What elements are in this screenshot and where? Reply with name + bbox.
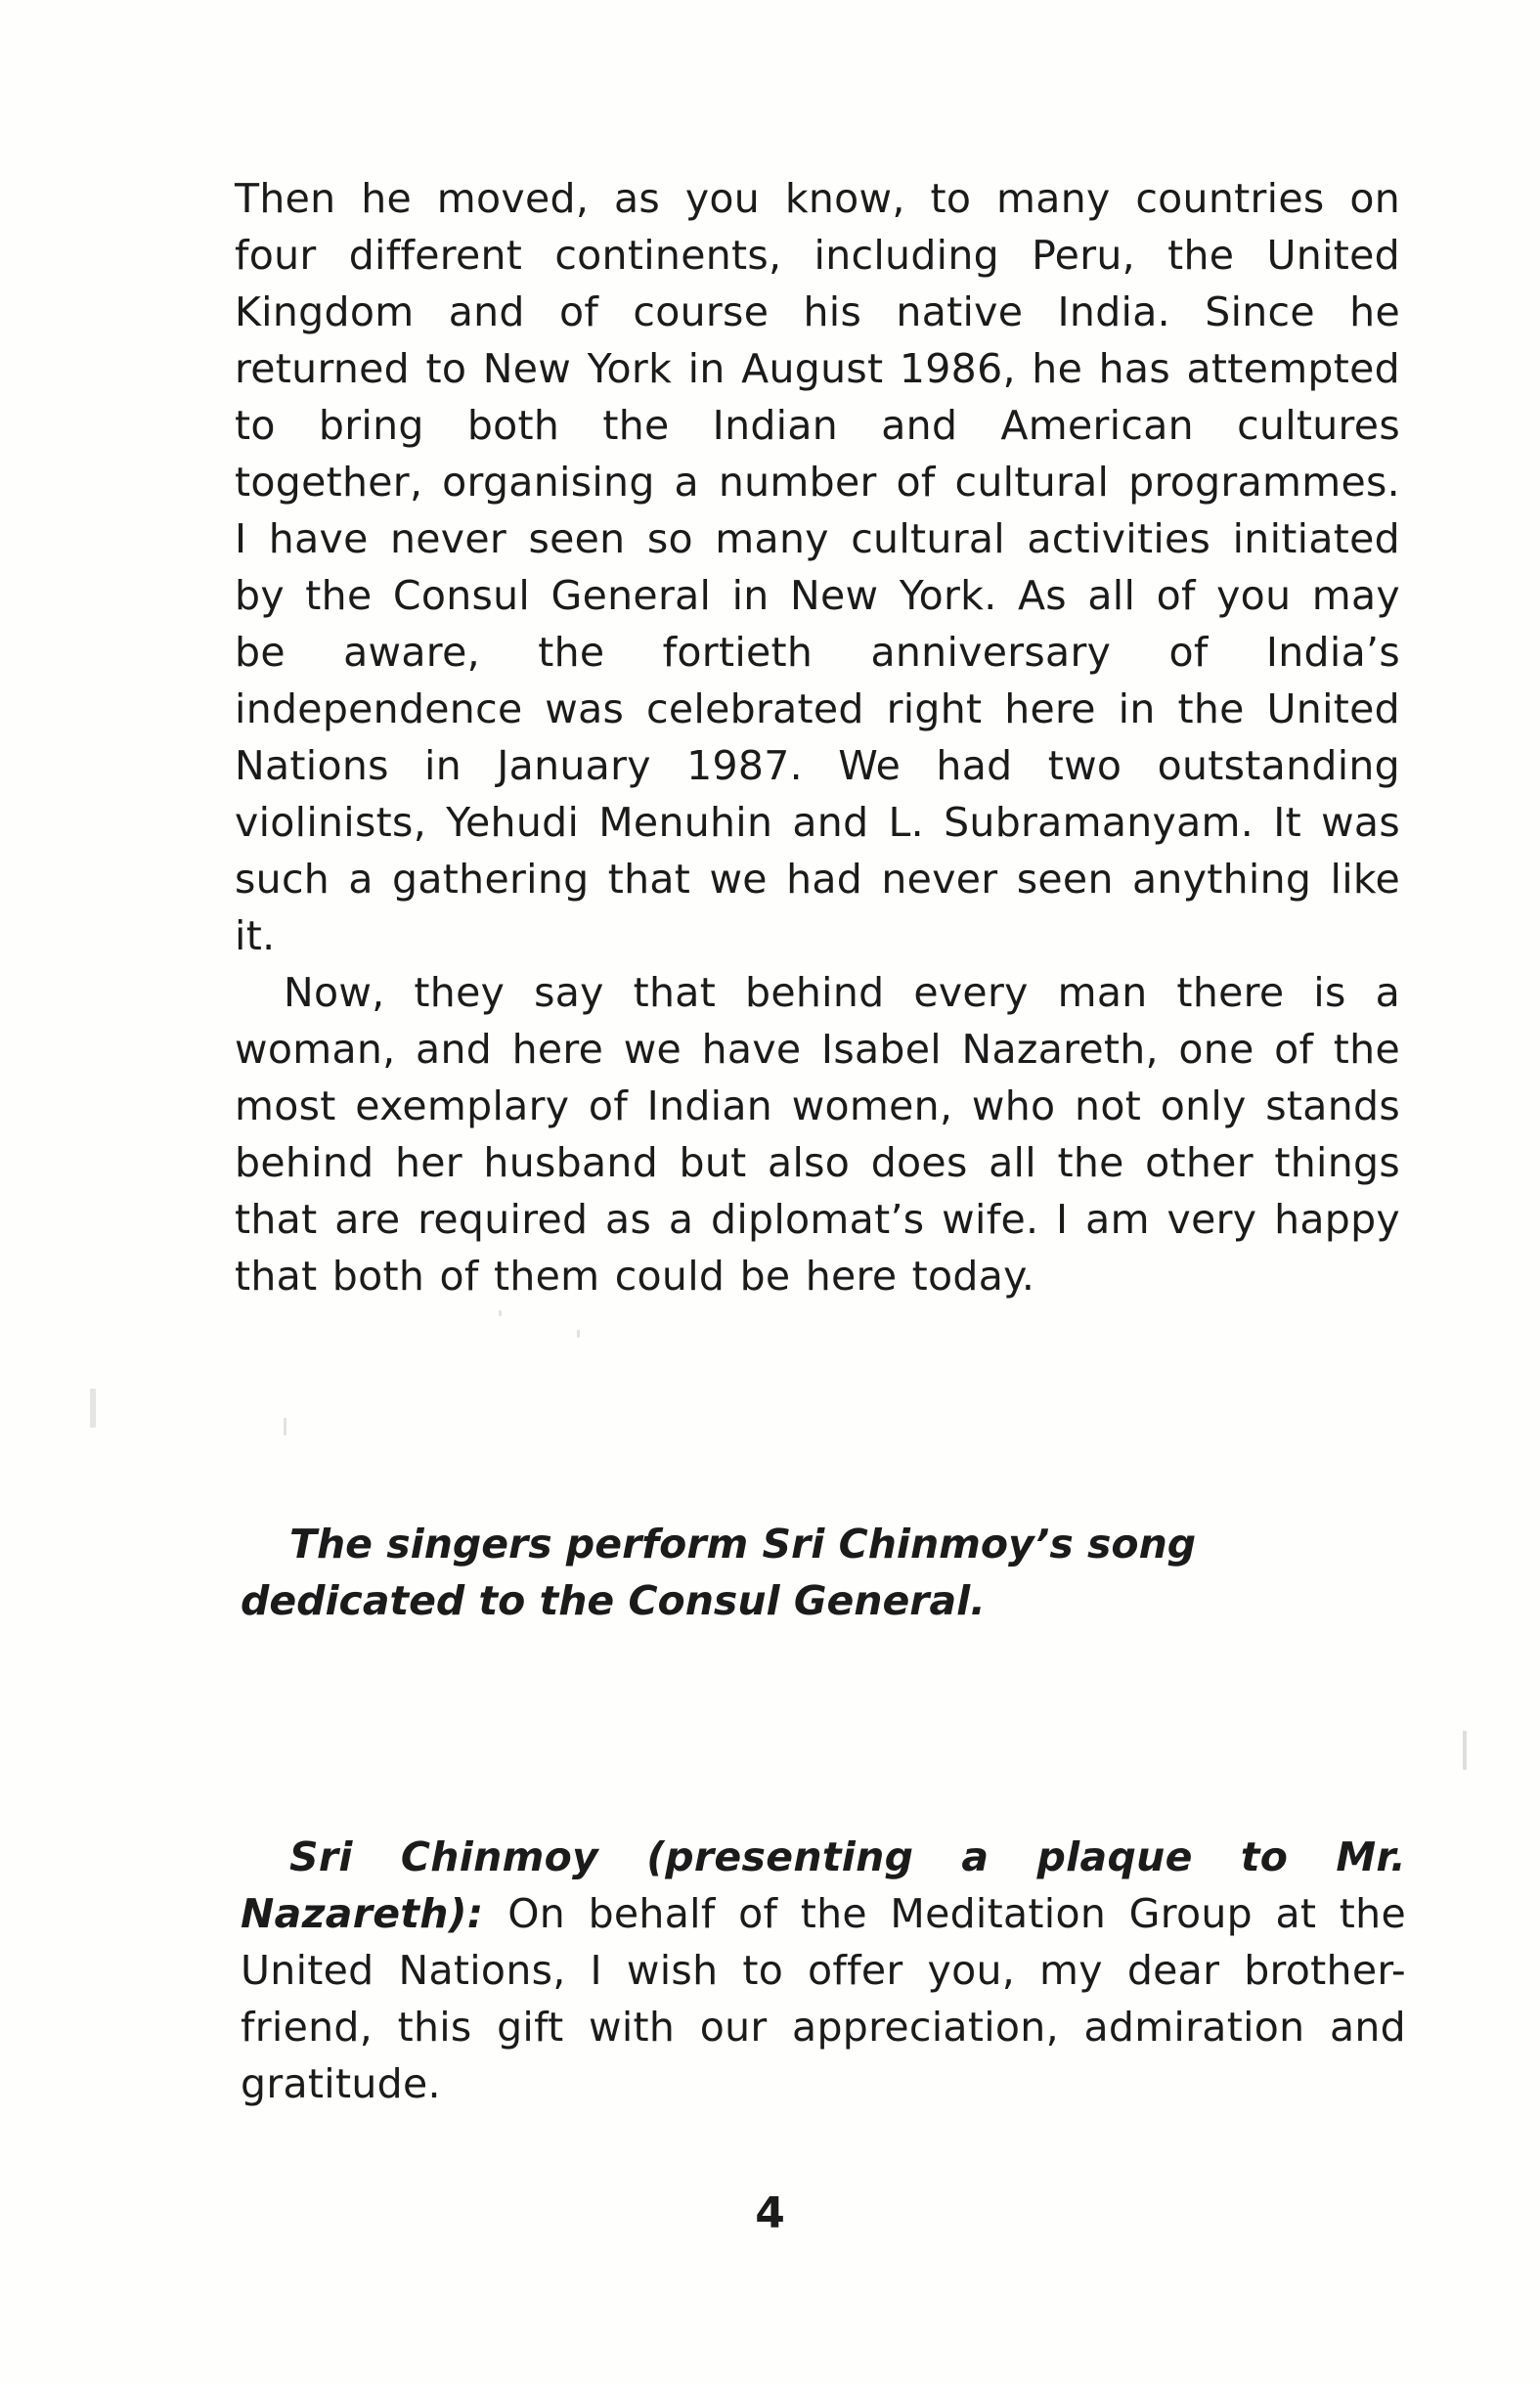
stage-direction: The singers perform Sri Chinmoy’s song dedicated to the Consul General. bbox=[241, 1521, 1197, 1624]
scan-speck bbox=[1463, 1731, 1467, 1770]
body-paragraph-2: Now, they say that behind every man there is a woman, and here we have Isabel Nazareth, one of the most exemplary of Indian women, who not only stands behind her husband but also does all the other things that are required as a diplomat’s wife. I am very happy that both of them could be here today. bbox=[235, 969, 1400, 1300]
speaker-attribution: Sri Chinmoy (presenting a plaque to Mr. Nazareth): bbox=[241, 1833, 1406, 1937]
scan-speck bbox=[284, 1418, 286, 1435]
speech-text: On behalf of the Meditation Group at the United Nations, I wish to offer you, my dear brother-friend, this gift with our appreciation, admiration and gratitude. bbox=[241, 1890, 1406, 2107]
body-paragraph-1: Then he moved, as you know, to many countries on four different continents, including Peru, the United Kingdom and of course his native India. Since he returned to New York in August 1986, he has attempted to bring both the Indian and American cultures together, organising a number of cultural programmes. I have never seen so many cultural activities initiated by the Consul General in New York. As all of you may be aware, the fortieth anniversary of India’s independence was celebrated right here in the United Nations in January 1987. We had two outstanding violinists, Yehudi Menuhin and L. Subramanyam. It was such a gathering that we had never seen anything like it. bbox=[235, 175, 1400, 959]
scan-speck bbox=[577, 1330, 580, 1338]
speech-block bbox=[241, 1829, 1406, 2112]
scan-speck bbox=[90, 1389, 96, 1428]
page-number: 4 bbox=[755, 2188, 785, 2238]
scan-speck bbox=[499, 1310, 502, 1316]
